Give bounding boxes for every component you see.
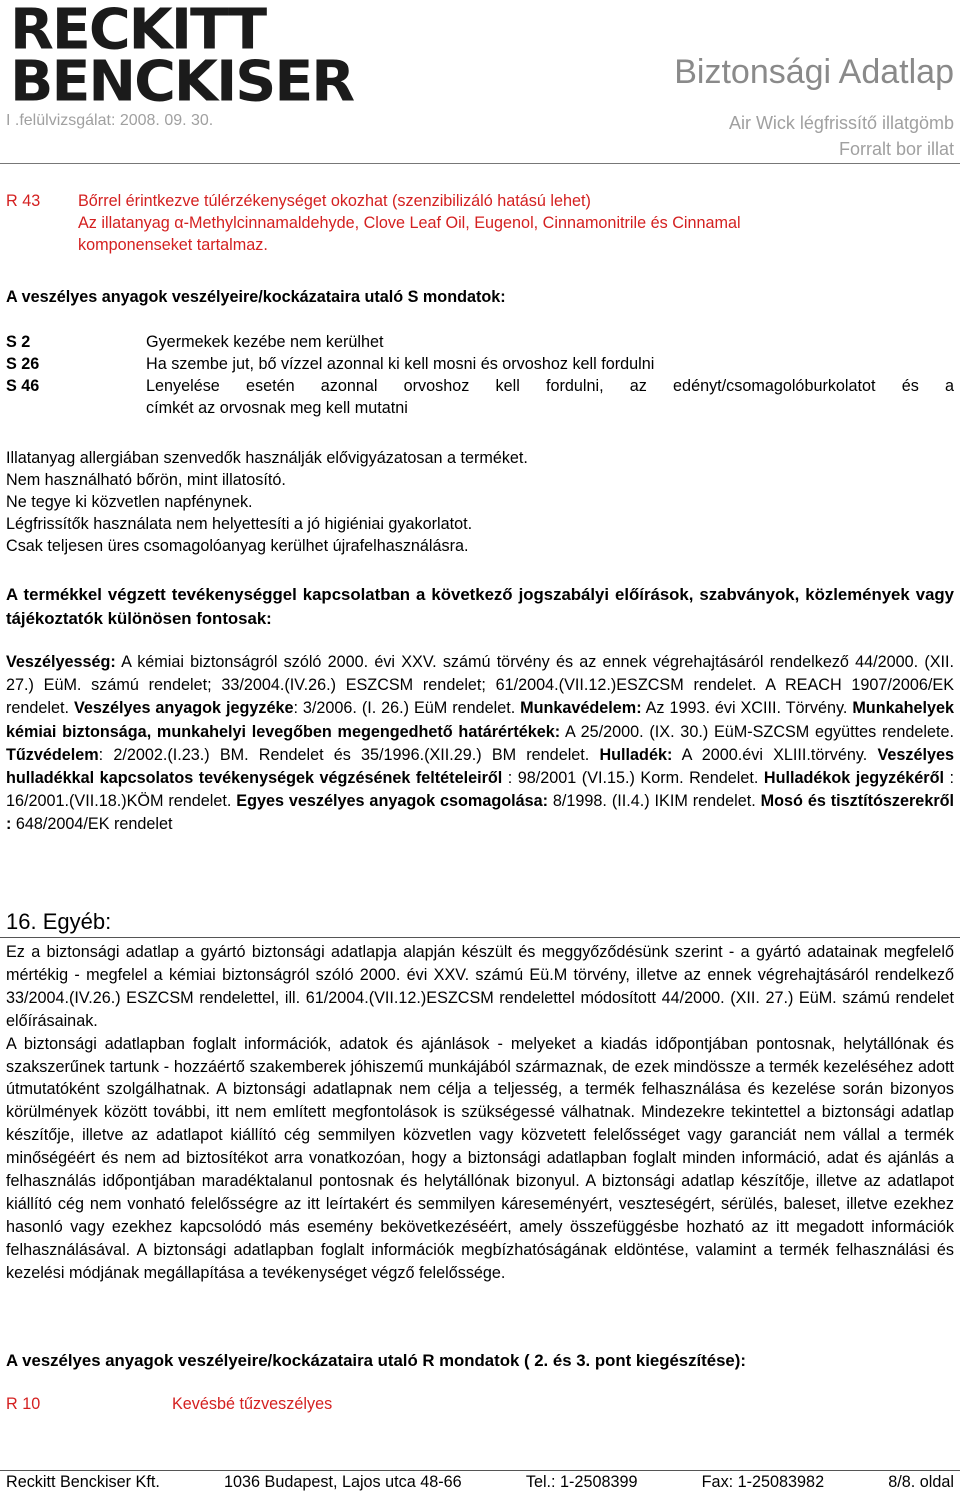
footer-address: 1036 Budapest, Lajos utca 48-66 [224,1473,462,1491]
logo-text-line2: BENCKISER [10,49,354,115]
disclaimer-paragraph: A biztonsági adatlapban foglalt információk, adatok és ajánlások - melyeket a kiadás időpontjában pontosnak, helytállónak és szakszerűnek tartunk - hozzáértő szakemberek jóhiszemű munkájából származnak, de ezek mindössze a termék kezeléséhez adott útmutatóként szolgálhatnak. A biztonsági adatlapnak nem célja a teljesség, a termék felhasználása és kezelése során bizonyos körülmények között további, itt nem említett megfontolások is szükségessé válhatnak. Mindezekre tekintettel a biztonsági adatlap készítője, illetve az adatlapot kiállító cég semmilyen közvetlen vagy közvetett felelősséget vagy garanciát nem vállal a termék minőségéért és nem ad biztosítékot arra vonatkozóan, hogy a biztonsági adatlapban foglalt minden információ, adat és ajánlás a felhasználás időpontjában maradéktalanul pontosnak és helytállónak bizonyul. A biztonsági adatlap készítője, illetve az adatlapot kiállító cég nem vonható felelősségre az itt leírtakért és semmilyen káreseményért, veszteségért, sérülés, baleset, illetve ezekhez hasonló vagy ezekhez kapcsolódó más esemény bekövetkezéséért, amely összefüggésbe hozható az itt megadott információk felhasználásával. A biztonsági adatlapban foglalt információk megbízhatóságának eldöntése, valamint a termék felhasználási és kezelési módjának megállapítása a tevékenységet végző felelőssége. [6,1034,954,1282]
product-name [729,110,954,162]
product-variant: Forralt bor illat [838,139,954,159]
section-16-body [6,941,954,1285]
legal-text: A kémiai biztonságról szóló 2000. évi XXV. számú törvény és az ennek végrehajtásáról rendelkező 44/2000. (XII. 27.) EüM. számú rendelet; 33/2004.(IV.26.) ESZCSM rendelet; 61/2004.(VII.12.)ESZCSM rendelet. A REACH 1907/2006/EK rendelet. [6,653,954,718]
r10-code: R 10 [6,1395,41,1413]
footer-tel: Tel.: 1-2508399 [525,1473,638,1491]
s-phrases-heading: A veszélyes anyagok veszélyeire/kockázataira utaló S mondatok: [6,288,506,306]
legal-text: A 2000.évi XLIII.törvény. [672,745,878,764]
legal-label: Veszélyes hulladékkal kapcsolatos tevékenységek végzésének feltételeiről [6,745,954,788]
legal-label: Munkahelyek kémiai biztonsága, munkahelyi levegőben megengedhető határértékek: [6,699,954,741]
legal-label: Hulladék: [599,745,673,764]
footer-fax: Fax: 1-25083982 [701,1473,825,1491]
document-title: Biztonsági Adatlap [674,53,954,91]
legal-text: : 3/2006. (I. 26.) EüM rendelet. [293,699,521,718]
note-line: Csak teljesen üres csomagolóanyag kerülhet újrafelhasználásra. [6,537,469,555]
legal-label: Hulladékok jegyzékéről [763,769,944,788]
note-line: Illatanyag allergiában szenvedők használják elővigyázatosan a terméket. [6,449,528,467]
disclaimer-paragraph: Ez a biztonsági adatlap a gyártó biztonsági adatlapja alapján készült és meggyőződésünk szerint - a gyártó adatainak megfelelő mértékig - megfelel a kémiai biztonságról szóló 2000. évi XXV. számú Eü.M törvény, illetve az ennek végrehajtásáról rendelkező 33/2004.(IV.26.) ESZCSM rendelettel, ill. 61/2004.(VII.12.)ESZCSM rendelettel módosított 44/2000. (XII. 27.) EüM. számú rendelet előírásainak. [6,943,954,1030]
s-texts [146,331,954,419]
legal-text: 8/1998. (II.4.) IKIM rendelet. [548,792,761,811]
legal-label: Tűzvédelem [6,745,99,764]
footer-company: Reckitt Benckiser Kft. [6,1473,160,1491]
footer [6,1471,954,1493]
r10-text: Kevésbé tűzveszélyes [172,1395,333,1413]
legal-text: : 98/2001 (VI.15.) Korm. Rendelet. [502,769,764,788]
legal-text: : 16/2001.(VII.18.)KÖM rendelet. [6,769,954,811]
legal-references [6,651,954,837]
product-name-line1: Air Wick légfrissítő illatgömb [728,113,954,133]
s-codes [6,331,39,397]
legal-label: Veszélyesség: [6,653,116,671]
usage-notes [6,447,954,557]
r43-line: Bőrrel érintkezve túlérzékenységet okozhat (szenzibilizáló hatású lehet) [78,192,591,210]
section-16-title: 16. Egyéb: [6,909,112,934]
section-16-divider [0,937,960,938]
s-text: Gyermekek kezébe nem kerülhet [146,333,384,351]
s-text: Lenyelése esetén azonnal orvoshoz kell fordulni, az edényt/csomagolóburkolatot és a [146,377,954,395]
legal-label: Egyes veszélyes anyagok csomagolása: [236,792,548,811]
revision-date: I .felülvizsgálat: 2008. 09. 30. [6,112,214,129]
note-line: Nem használható bőrön, mint illatosító. [6,471,286,489]
company-logo [10,0,354,115]
s-text: Ha szembe jut, bő vízzel azonnal ki kell mosni és orvoshoz kell fordulni [146,355,655,373]
r43-line: Az illatanyag α-Methylcinnamaldehyde, Clove Leaf Oil, Eugenol, Cinnamonitrile és Cinnamal [78,214,741,232]
note-line: Légfrissítők használata nem helyettesíti a jó higiéniai gyakorlatot. [6,515,473,533]
s-code: S 46 [6,377,40,395]
legal-text: 648/2004/EK rendelet [11,815,173,834]
legal-label: Veszélyes anyagok jegyzéke [73,699,294,718]
r43-code: R 43 [6,192,41,210]
legal-label: Mosó és tisztítószerekről : [6,792,955,834]
logo-text-line1: RECKITT [10,0,266,63]
header-divider [0,163,960,164]
footer-page-number: 8/8. oldal [888,1473,954,1491]
s-text: címkét az orvosnak meg kell mutatni [146,399,408,417]
legal-text: A 25/2000. (IX. 30.) EüM-SZCSM együttes rendelete. [560,722,954,741]
r-phrases-heading: A veszélyes anyagok veszélyeire/kockázataira utaló R mondatok ( 2. és 3. pont kiegészítése): [6,1351,746,1370]
legal-heading: A termékkel végzett tevékenységgel kapcsolatban a következő jogszabályi előírások, szabványok, közlemények vagy tájékoztatók különösen fontosak: [6,585,954,628]
legal-label: Munkavédelem: [520,699,642,718]
r43-line: komponenseket tartalmaz. [78,236,268,254]
s-code: S 26 [6,355,40,373]
legal-text: : 2/2002.(I.23.) BM. Rendelet és 35/1996.(XII.29.) BM rendelet. [98,745,600,764]
legal-text: Az 1993. évi XCIII. Törvény. [641,699,853,718]
r43-text [78,190,948,256]
s-code: S 2 [6,333,31,351]
note-line: Ne tegye ki közvetlen napfénynek. [6,493,253,511]
